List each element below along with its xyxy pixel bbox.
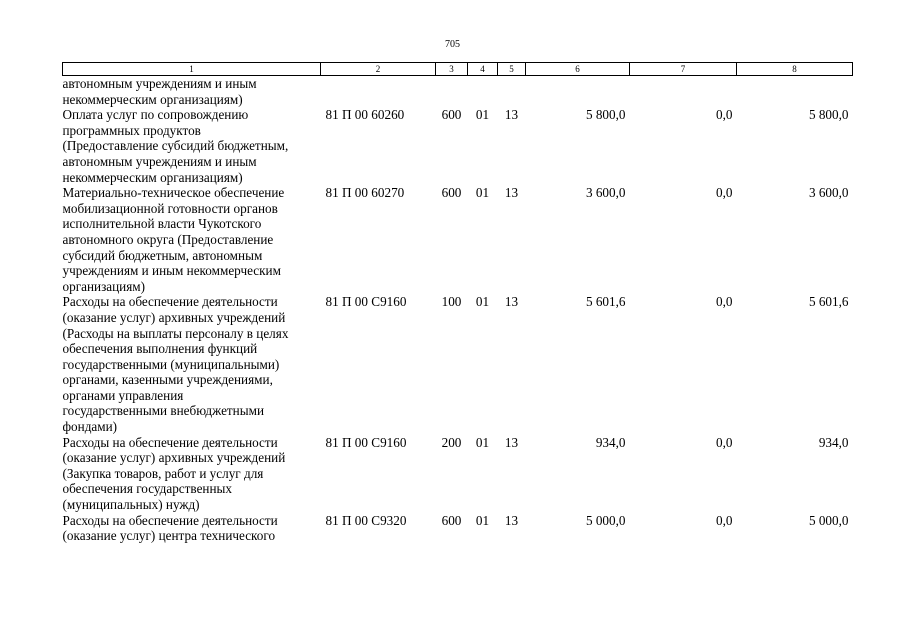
amount-col8: 5 601,6 (808, 294, 849, 310)
item-name-line: Расходы на обеспечение деятельности (62, 434, 278, 450)
column-header-5: 5 (498, 63, 526, 76)
item-name (63, 76, 321, 108)
amount-col7: 0,0 (716, 294, 733, 310)
item-name-line: (Предоставление субсидий бюджетным, (62, 138, 289, 154)
subsection-code: 13 (504, 434, 519, 450)
item-name-line: органами управления (62, 387, 184, 403)
amount-col7: 0,0 (716, 185, 733, 201)
target-article-code: 81 П 00 60260 (325, 107, 405, 123)
item-name (63, 185, 321, 294)
item-name-line: Расходы на обеспечение деятельности (62, 512, 278, 528)
column-header-8: 8 (737, 63, 853, 76)
item-name-line: Материально-техническое обеспечение (62, 185, 285, 201)
subsection-code: 13 (504, 512, 519, 528)
item-name-line: автономным учреждениям и иным (62, 153, 257, 169)
expense-type-code: 100 (441, 294, 462, 310)
item-name-line: (оказание услуг) архивных учреждений (62, 309, 286, 325)
item-name-line: органами, казенными учреждениями, (62, 372, 273, 388)
section-code: 01 (475, 434, 490, 450)
item-name-line: автономного округа (Предоставление (62, 231, 274, 247)
expense-type-code: 600 (441, 185, 462, 201)
expense-type-code: 200 (441, 434, 462, 450)
section-code: 01 (475, 107, 490, 123)
amount-total: 5 601,6 (585, 294, 626, 310)
column-header-1: 1 (63, 63, 321, 76)
budget-table (62, 62, 853, 544)
amount-total: 3 600,0 (585, 185, 626, 201)
subsection-code: 13 (504, 107, 519, 123)
amount-total: 5 800,0 (585, 107, 626, 123)
amount-col8: 3 600,0 (808, 185, 849, 201)
expense-type-code: 600 (441, 512, 462, 528)
item-name-line: государственными внебюджетными (62, 403, 265, 419)
section-code: 01 (475, 512, 490, 528)
amount-col7: 0,0 (716, 107, 733, 123)
column-header-2: 2 (321, 63, 436, 76)
item-name-line: мобилизационной готовности органов (62, 200, 278, 216)
column-header-6: 6 (526, 63, 630, 76)
item-name-line: фондами) (62, 419, 118, 435)
item-name-line: некоммерческим организациям) (62, 169, 243, 185)
item-name (63, 294, 321, 434)
table-row (63, 513, 853, 544)
page-number: 705 (445, 39, 460, 50)
item-name-line: государственными (муниципальными) (62, 356, 280, 372)
item-name-line: (Расходы на выплаты персоналу в целях (62, 325, 289, 341)
item-name (63, 435, 321, 513)
item-name-line: программных продуктов (62, 122, 201, 138)
item-name-line: (оказание услуг) центра технического (62, 528, 276, 544)
amount-col7: 0,0 (716, 512, 733, 528)
subsection-code: 13 (504, 294, 519, 310)
amount-total: 934,0 (595, 434, 626, 450)
table-row (63, 185, 853, 294)
item-name-line: исполнительной власти Чукотского (62, 216, 262, 232)
table-row (63, 294, 853, 434)
expense-type-code: 600 (441, 107, 462, 123)
target-article-code: 81 П 00 60270 (325, 185, 405, 201)
item-name-line: организациям) (62, 278, 146, 294)
item-name-line: обеспечения выполнения функций (62, 341, 258, 357)
amount-col8: 934,0 (818, 434, 849, 450)
item-name-line: некоммерческим организациям) (62, 91, 243, 107)
item-name-line: (муниципальных) нужд) (62, 497, 200, 513)
continuation-row (63, 76, 853, 108)
amount-total: 5 000,0 (585, 512, 626, 528)
item-name-line: обеспечения государственных (62, 481, 232, 497)
subsection-code: 13 (504, 185, 519, 201)
section-code: 01 (475, 185, 490, 201)
target-article-code: 81 П 00 С9160 (325, 294, 407, 310)
item-name (63, 513, 321, 544)
table-row (63, 435, 853, 513)
column-header-4: 4 (468, 63, 498, 76)
item-name (63, 107, 321, 185)
target-article-code: 81 П 00 С9160 (325, 434, 407, 450)
item-name-line: (оказание услуг) архивных учреждений (62, 450, 286, 466)
item-name-line: субсидий бюджетным, автономным (62, 247, 263, 263)
item-name-line: Расходы на обеспечение деятельности (62, 294, 278, 310)
amount-col8: 5 800,0 (808, 107, 849, 123)
column-header-7: 7 (630, 63, 737, 76)
amount-col8: 5 000,0 (808, 512, 849, 528)
item-name-line: автономным учреждениям и иным (62, 76, 257, 91)
amount-col7: 0,0 (716, 434, 733, 450)
target-article-code: 81 П 00 С9320 (325, 512, 407, 528)
table-header-row (63, 63, 853, 76)
section-code: 01 (475, 294, 490, 310)
item-name-line: учреждениям и иным некоммерческим (62, 263, 281, 279)
item-name-line: (Закупка товаров, работ и услуг для (62, 465, 264, 481)
table-row (63, 107, 853, 185)
item-name-line: Оплата услуг по сопровождению (62, 107, 249, 123)
column-header-3: 3 (436, 63, 468, 76)
